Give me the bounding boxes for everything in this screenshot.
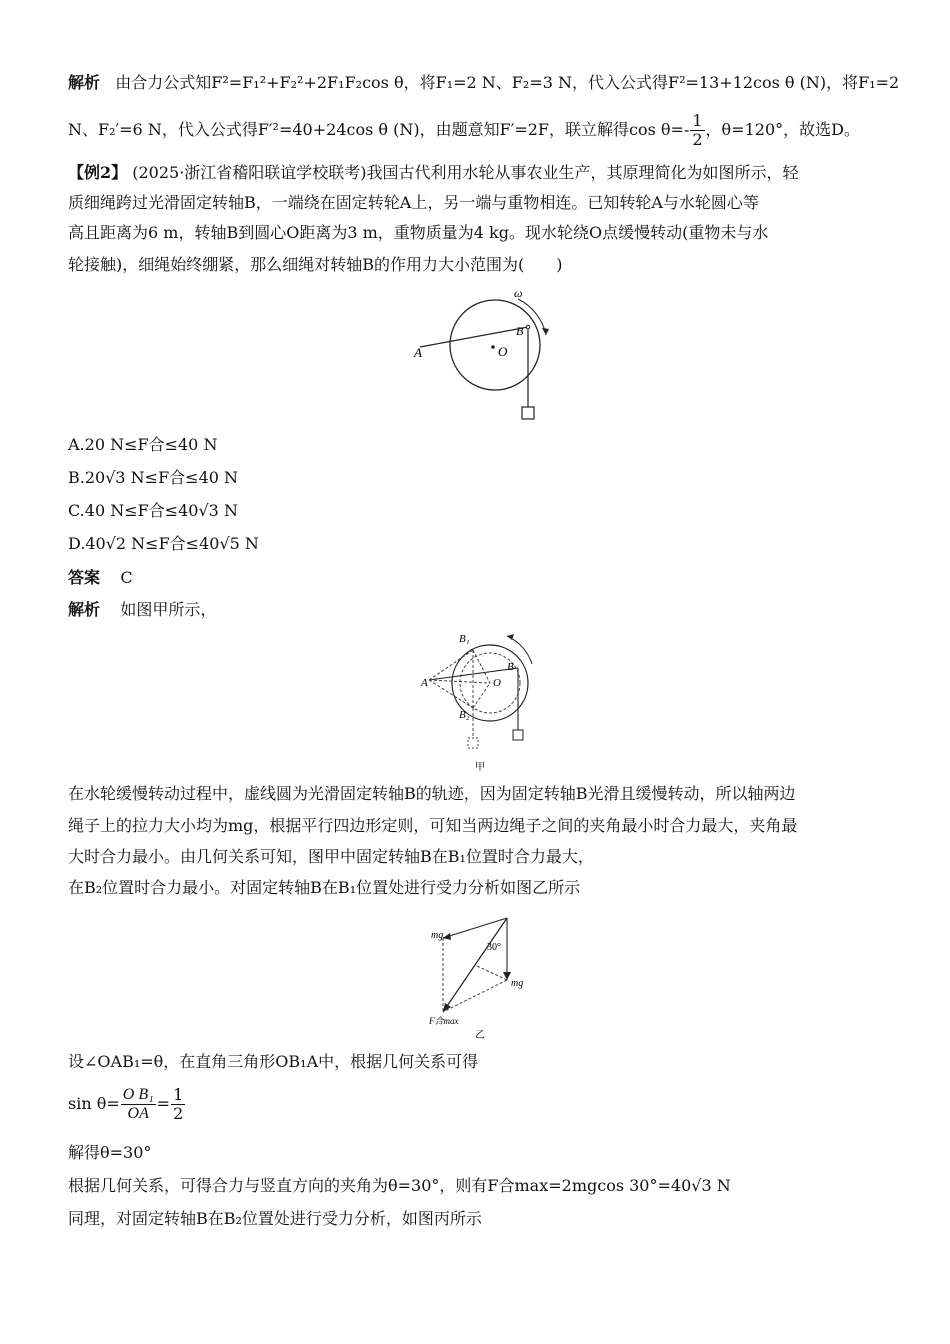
label-omega: ω: [514, 286, 523, 300]
para-line2: 绳子上的拉力大小均为mg，根据平行四边形定则，可知当两边绳子之间的夹角最小时合力最大，夹角最: [68, 816, 798, 835]
option-c[interactable]: C.40 N≤F合≤40√3 N: [68, 501, 238, 520]
analysis2-line: [68, 599, 880, 621]
caption-yi: 乙: [475, 1030, 485, 1041]
arrowhead-mg-left: [443, 933, 451, 940]
analysis1-text2a: N、F₂′=6 N，代入公式得F′²=40+24cos θ (N)，由题意知F′=2F，联立解得cos θ=-: [68, 120, 690, 139]
equals-sign: =: [156, 1094, 171, 1113]
analysis1-text2b: ，θ=120°，故选D。: [705, 120, 860, 139]
figure-jia: [415, 628, 540, 773]
para-line3: 大时合力最小。由几何关系可知，图甲中固定转轴B在B₁位置时合力最大，: [68, 847, 594, 866]
analysis2-label: 解析: [68, 600, 101, 619]
analysis1-line1: [68, 72, 900, 94]
answer-value: C: [120, 568, 133, 587]
line-solve: 解得θ=30°: [68, 1143, 152, 1162]
example2-line1: [68, 162, 880, 184]
example2-line2: 质细绳跨过光滑固定转轴B，一端绕在固定转轮A上，另一端与重物相连。已知转轮A与水轮圆心等: [68, 193, 759, 212]
rope-to-A: [420, 327, 528, 347]
line-B1O: [473, 650, 490, 683]
para-line1: 在水轮缓慢转动过程中，虚线圆为光滑固定转轴B的轨迹，因为固定转轴B光滑且缓慢转动，所以轴两边: [68, 784, 796, 803]
label-O: O: [493, 677, 501, 689]
example2-line3: 高且距离为6 m，转轴B到圆心O距离为3 m，重物质量为4 kg。现水轮绕O点缓慢转动(重物未与水: [68, 223, 769, 242]
label-A: A: [421, 677, 428, 689]
label-B2: B₂: [459, 709, 470, 721]
label-O: O: [498, 344, 508, 359]
arrowhead-resultant: [443, 1003, 451, 1012]
waterwheel-figure: [400, 285, 560, 425]
example2-line4: 轮接触)，细绳始终绷紧，那么细绳对转轴B的作用力大小范围为( ): [68, 255, 563, 274]
example2-tag: 【例2】: [68, 163, 128, 182]
label-mg-right: mg: [511, 978, 524, 989]
fraction-half: $\frac{1}{2}$: [173, 1085, 184, 1123]
line-AO: [429, 680, 490, 683]
waterwheel-circle: [450, 300, 540, 390]
parallel-bottom: [443, 980, 507, 1012]
example2-text1: (2025·浙江省稽阳联谊学校联考)我国古代利用水轮从事农业生产，其原理简化为如图所示，轻: [132, 163, 799, 182]
weight-box: [513, 730, 523, 740]
label-B: B: [507, 661, 514, 673]
ghost-weight-box: [468, 738, 478, 748]
fraction-one-half: $\frac{1}{2}$: [692, 111, 703, 149]
label-A: A: [414, 345, 422, 360]
center-dot: [491, 345, 495, 349]
answer-label: 答案: [68, 568, 101, 587]
label-mg-top: mg: [431, 930, 444, 941]
diagonal-short: [475, 965, 507, 980]
fraction-OB1-OA: $\frac{\text{O B₁}}{OA}$: [122, 1086, 154, 1122]
sin-left: sin θ=: [68, 1094, 120, 1113]
para-line4: 在B₂位置时合力最小。对固定转轴B在B₁位置处进行受力分析如图乙所示: [68, 878, 581, 897]
line-same: 同理，对固定转轴B在B₂位置处进行受力分析，如图丙所示: [68, 1209, 482, 1228]
arrowhead-mg-down: [503, 972, 511, 980]
analysis1-line2: [68, 112, 880, 149]
figure-yi: [425, 910, 535, 1042]
option-d[interactable]: D.40√2 N≤F合≤40√5 N: [68, 534, 259, 553]
line-AB2: [429, 680, 473, 708]
force-mg-left: [443, 918, 507, 938]
label-F-max: F合max: [429, 1016, 459, 1026]
analysis1-text1: 由合力公式知F²=F₁²+F₂²+2F₁F₂cos θ，将F₁=2 N、F₂=3 N，代入公式得F²=13+12cos θ (N)，将F₁=2: [115, 73, 900, 92]
option-b[interactable]: B.20√3 N≤F合≤40 N: [68, 468, 239, 487]
caption-jia: 甲: [475, 762, 485, 773]
option-a[interactable]: A.20 N≤F合≤40 N: [68, 435, 218, 454]
label-B: B: [516, 324, 524, 338]
line-geom: 根据几何关系，可得合力与竖直方向的夹角为θ=30°，则有F合max=2mgcos 30°=40√3 N: [68, 1176, 731, 1195]
line-B2O: [473, 683, 490, 708]
answer-line: [68, 567, 880, 589]
rope-AB: [429, 668, 518, 680]
analysis1-label: 解析: [68, 73, 101, 92]
line-sin: [68, 1086, 880, 1123]
label-angle: 30°: [487, 942, 501, 953]
axle-B: [526, 325, 530, 329]
weight-box: [522, 407, 534, 419]
analysis2-text: 如图甲所示，: [120, 600, 217, 619]
label-B1: B₁: [459, 633, 470, 645]
omega-arrowhead: [542, 328, 549, 335]
line-set-angle: 设∠OAB₁=θ，在直角三角形OB₁A中，根据几何关系可得: [68, 1052, 479, 1071]
